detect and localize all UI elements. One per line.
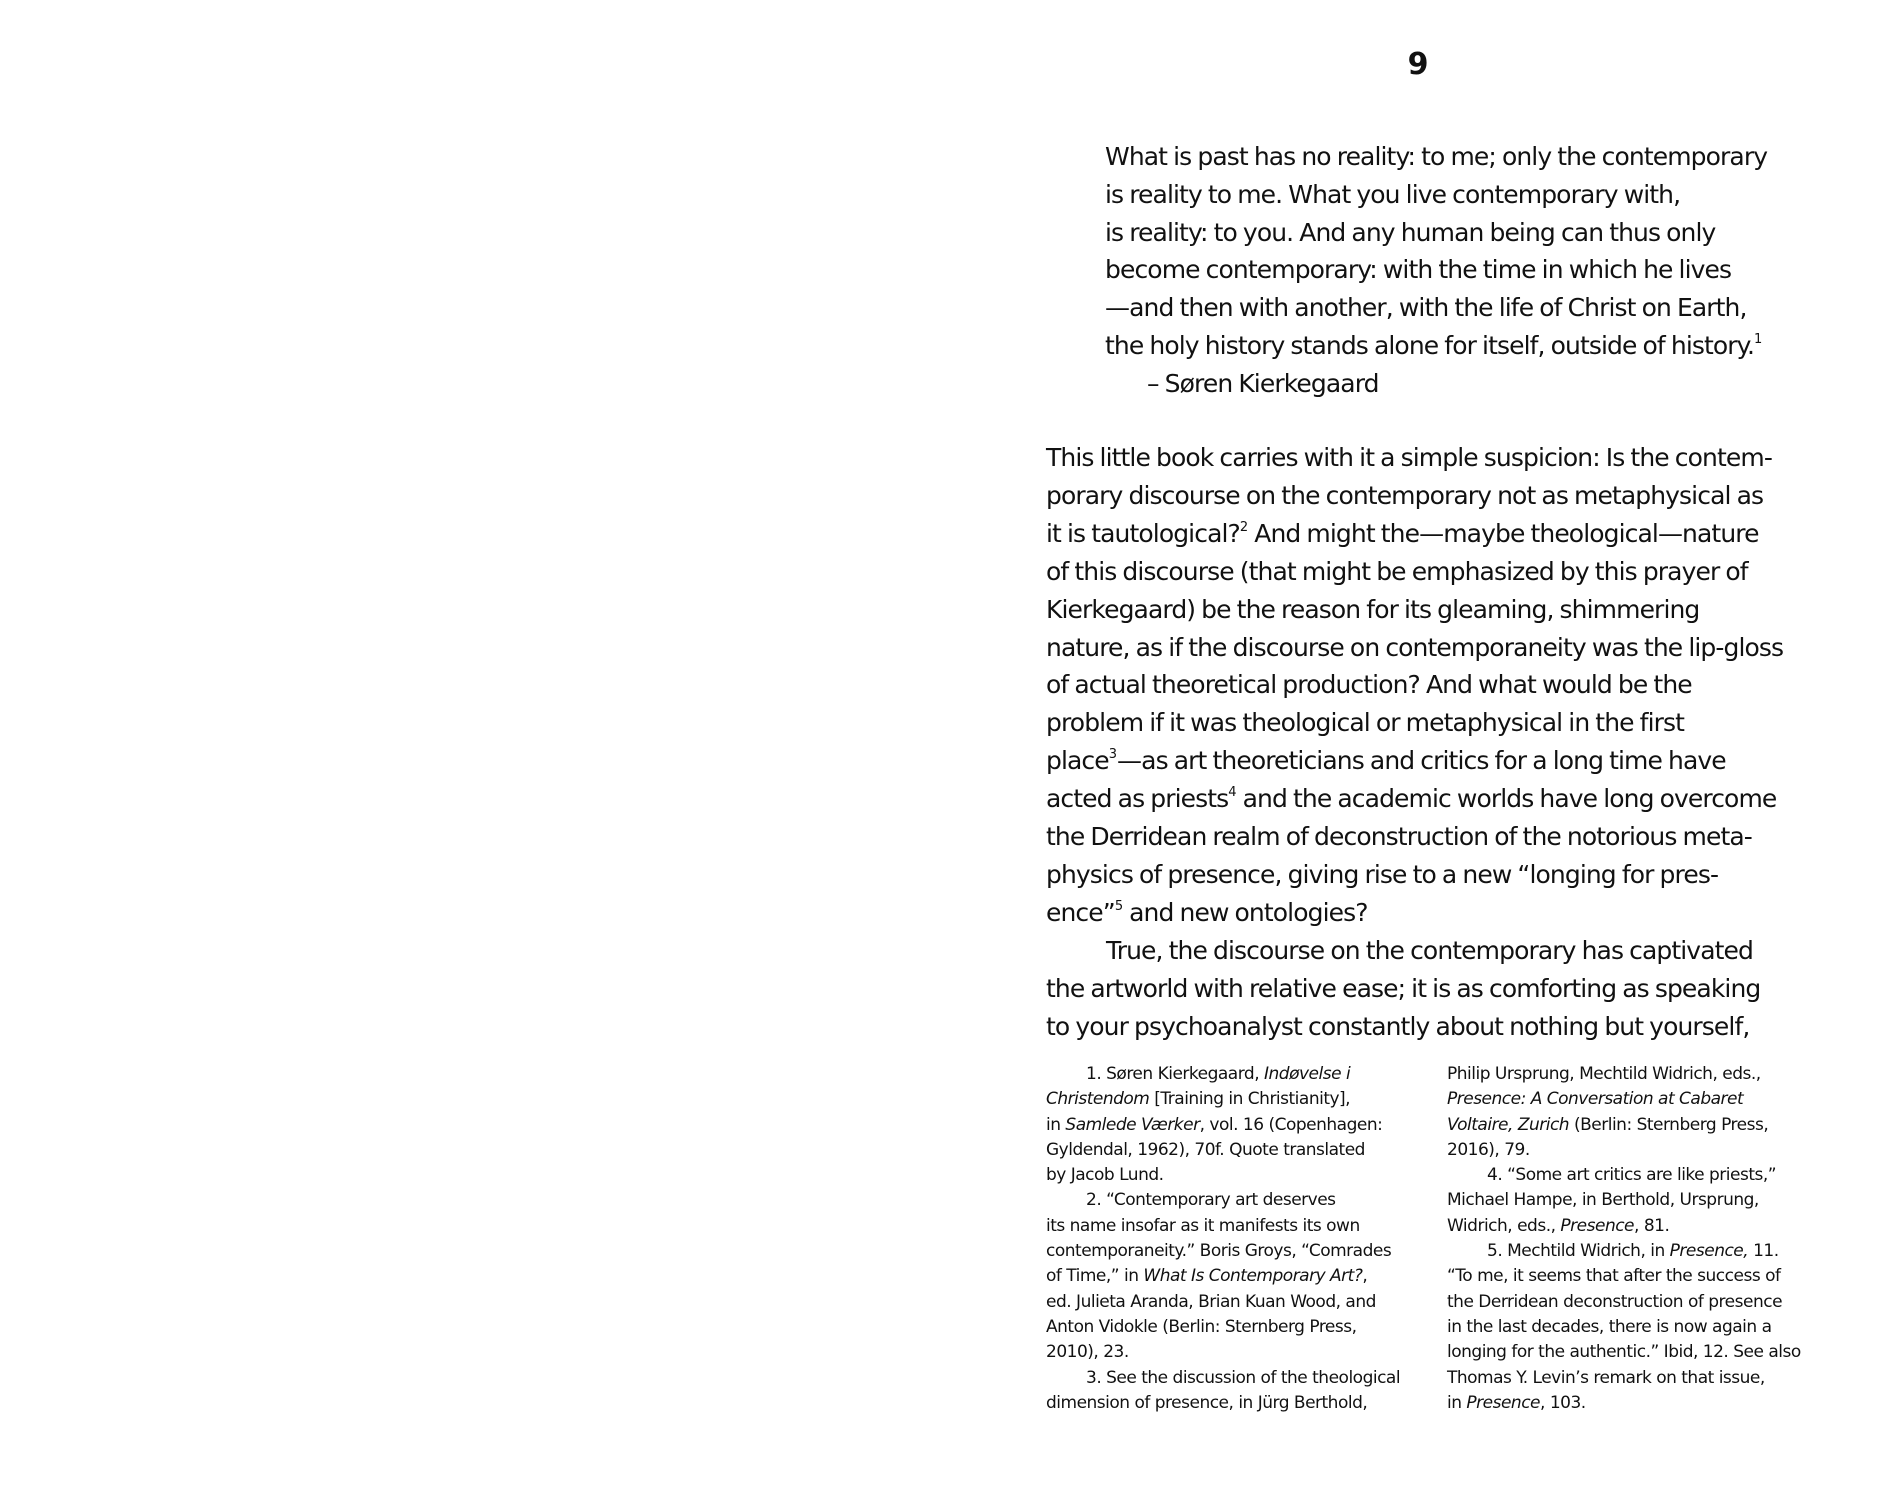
footnote-ref-3: 3: [1108, 747, 1118, 763]
footnote-line: 3. See the discussion of the theological: [1086, 1367, 1401, 1388]
epigraph-line-last: [1105, 327, 1825, 365]
body-line: to your psychoanalyst constantly about nothing but yourself,: [1046, 1011, 1750, 1041]
footnote-line: “To me, it seems that after the success of: [1447, 1266, 1781, 1287]
footnote-title-italic: Indøvelse i: [1264, 1064, 1351, 1084]
footnote-line: its name insofar as it manifests its own: [1046, 1215, 1360, 1236]
footnote-line: Widrich, eds., Presence, 81.: [1447, 1215, 1670, 1236]
footnote-line: 2010), 23.: [1046, 1342, 1129, 1363]
footnote-title-italic: Samlede Værker: [1065, 1114, 1200, 1135]
footnote-line: contemporaneity.” Boris Groys, “Comrades: [1046, 1241, 1392, 1262]
footnote-title-italic: What Is Contemporary Art?: [1143, 1266, 1363, 1287]
footnote-ref-4: 4: [1228, 785, 1237, 801]
epigraph-line: is reality to me. What you live contemporary with,: [1105, 179, 1681, 209]
epigraph-line: is reality: to you. And any human being can thus only: [1105, 217, 1716, 247]
epigraph-line: What is past has no reality: to me; only the contemporary: [1105, 142, 1768, 171]
footnote-line: Gyldendal, 1962), 70f. Quote translated: [1046, 1139, 1365, 1160]
epigraph-attribution: – Søren Kierkegaard: [1147, 368, 1379, 398]
body-line: of actual theoretical production? And what would be the: [1046, 670, 1692, 700]
body-line: problem if it was theological or metaphysical in the first: [1046, 708, 1685, 738]
footnotes-column-1: [1046, 1062, 1436, 1416]
footnote-line: Thomas Y. Levin’s remark on that issue,: [1447, 1367, 1765, 1388]
body-line: the artworld with relative ease; it is as comforting as speaking: [1046, 973, 1761, 1003]
footnote-line: 1. Søren Kierkegaard, Indøvelse i: [1086, 1064, 1351, 1084]
epigraph-quote: [1105, 138, 1825, 403]
footnotes-column-2: [1447, 1062, 1837, 1416]
body-line: nature, as if the discourse on contemporaneity was the lip-gloss: [1046, 632, 1784, 662]
body-line: of this discourse (that might be emphasized by this prayer of: [1046, 556, 1748, 586]
body-line: ence”$^5$ and new ontologies?: [1046, 897, 1368, 927]
footnote-ref-2: 2: [1239, 519, 1249, 535]
footnote-line: Anton Vidokle (Berlin: Sternberg Press,: [1046, 1316, 1357, 1337]
footnote-line: [1447, 1087, 1837, 1112]
footnote-line: in the last decades, there is now again a: [1447, 1316, 1772, 1337]
body-line: acted as priests$^4$ and the academic worlds have long overcome: [1046, 784, 1777, 814]
footnote-title-italic: Presence: [1466, 1392, 1541, 1413]
epigraph-line-text: the holy history stands alone for itself, outside of history.: [1105, 330, 1755, 360]
footnote-title-italic: Presence: [1560, 1215, 1635, 1236]
footnote-ref-5: 5: [1114, 898, 1124, 914]
footnote-line: in Presence, 103.: [1447, 1392, 1586, 1413]
footnote-line: Voltaire, Zurich (Berlin: Sternberg Press,: [1447, 1114, 1769, 1135]
footnote-line: 2016), 79.: [1447, 1139, 1530, 1160]
footnote-line: by Jacob Lund.: [1046, 1165, 1164, 1186]
footnote-ref-1: 1: [1754, 331, 1763, 347]
footnote-title-italic: Voltaire, Zurich: [1447, 1114, 1570, 1135]
body-line: This little book carries with it a simple suspicion: Is the contem-: [1046, 443, 1772, 472]
footnote-line: longing for the authentic.” Ibid, 12. See also: [1447, 1342, 1801, 1363]
epigraph-line: become contemporary: with the time in which he lives: [1105, 255, 1732, 285]
footnote-line: 5. Mechtild Widrich, in Presence, 11.: [1487, 1241, 1779, 1262]
page-number: 9: [1407, 47, 1429, 82]
body-line: it is tautological?$^2$ And might the—maybe theological—nature: [1046, 518, 1759, 548]
footnote-line: 4. “Some art critics are like priests,”: [1487, 1165, 1777, 1186]
footnote-title-italic: Presence: A Conversation at Cabaret: [1447, 1089, 1744, 1110]
footnote-line: in Samlede Værker, vol. 16 (Copenhagen:: [1046, 1114, 1383, 1135]
footnote-title-italic: Presence,: [1669, 1241, 1749, 1262]
body-text: [1046, 439, 1826, 1046]
body-line: True, the discourse on the contemporary has captivated: [1106, 935, 1753, 965]
footnote-line: Michael Hampe, in Berthold, Ursprung,: [1447, 1190, 1759, 1211]
footnote-line: 2. “Contemporary art deserves: [1086, 1190, 1336, 1211]
footnote-title-italic: Christendom: [1046, 1089, 1150, 1110]
footnote-line: Philip Ursprung, Mechtild Widrich, eds.,: [1447, 1064, 1761, 1084]
footnote-line: Christendom [Training in Christianity],: [1046, 1089, 1351, 1110]
body-line: physics of presence, giving rise to a new “longing for pres-: [1046, 859, 1719, 889]
body-line: porary discourse on the contemporary not as metaphysical as: [1046, 480, 1764, 510]
footnote-line: dimension of presence, in Jürg Berthold,: [1046, 1392, 1368, 1413]
body-line: the Derridean realm of deconstruction of the notorious meta-: [1046, 822, 1752, 852]
footnote-line: of Time,” in What Is Contemporary Art?,: [1046, 1266, 1368, 1287]
body-line: Kierkegaard) be the reason for its gleaming, shimmering: [1046, 594, 1700, 624]
footnote-line: the Derridean deconstruction of presence: [1447, 1291, 1783, 1312]
body-line: place$^3$—as art theoreticians and critics for a long time have: [1046, 746, 1726, 776]
epigraph-line: —and then with another, with the life of Christ on Earth,: [1105, 293, 1747, 323]
footnote-line: ed. Julieta Aranda, Brian Kuan Wood, and: [1046, 1291, 1376, 1312]
